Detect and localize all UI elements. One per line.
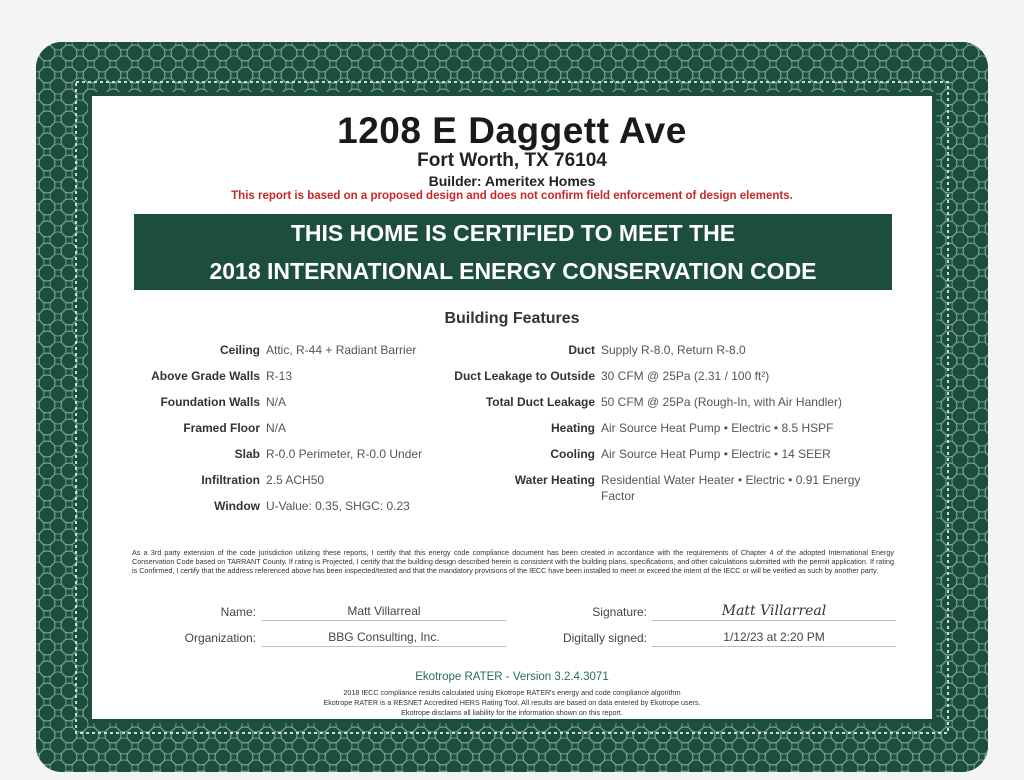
digitally-signed-value: 1/12/23 at 2:20 PM <box>652 628 896 647</box>
certificate <box>36 42 988 772</box>
feature-label: Total Duct Leakage <box>485 395 595 409</box>
builder-name: Builder: Ameritex Homes <box>428 173 596 189</box>
feature-label: Water Heating <box>514 473 595 487</box>
organization-label: Organization: <box>184 631 256 645</box>
organization-value: BBG Consulting, Inc. <box>262 628 506 647</box>
signature-value: Matt Villarreal <box>652 602 896 621</box>
feature-label: Foundation Walls <box>160 395 260 409</box>
banner-line-1: THIS HOME IS CERTIFIED TO MEET THE <box>290 220 736 246</box>
feature-duct <box>92 343 595 359</box>
feature-value: 2.5 ACH50 <box>266 473 325 487</box>
name-row <box>92 602 932 626</box>
feature-label: Infiltration <box>201 473 260 487</box>
feature-label: Slab <box>234 447 260 461</box>
feature-duct-leakage-outside <box>92 369 595 385</box>
name-value: Matt Villarreal <box>262 602 506 621</box>
feature-label: Ceiling <box>219 343 260 357</box>
feature-label: Above Grade Walls <box>151 369 260 383</box>
design-disclaimer: This report is based on a proposed design and does not confirm field enforcement of design elements. <box>231 190 793 202</box>
feature-value: U-Value: 0.35, SHGC: 0.23 <box>266 499 410 513</box>
feature-label: Duct <box>568 343 595 357</box>
feature-value: 30 CFM @ 25Pa (2.31 / 100 ft²) <box>601 369 770 383</box>
banner-line-2: 2018 INTERNATIONAL ENERGY CONSERVATION CODE <box>209 258 817 284</box>
organization-row <box>92 628 932 652</box>
signature-label: Signature: <box>592 605 647 619</box>
feature-value: R-0.0 Perimeter, R-0.0 Under <box>266 447 423 461</box>
certificate-body <box>92 96 932 719</box>
feature-value: R-13 <box>266 369 293 383</box>
digitally-signed-label: Digitally signed: <box>562 631 647 645</box>
rater-note-1: 2018 IECC compliance results calculated using Ekotrope RATER's energy and code compliance algorithm <box>343 688 681 697</box>
feature-value: N/A <box>266 421 287 435</box>
certification-banner <box>134 214 892 290</box>
feature-water-heating <box>92 473 595 489</box>
feature-total-duct-leakage <box>92 395 595 411</box>
feature-value: Air Source Heat Pump • Electric • 14 SEER <box>601 447 831 461</box>
feature-value: Factor <box>601 489 636 503</box>
building-features-title: Building Features <box>444 310 580 327</box>
feature-cooling <box>92 447 595 463</box>
rater-version: Ekotrope RATER - Version 3.2.4.3071 <box>415 671 609 683</box>
feature-value: Supply R-8.0, Return R-8.0 <box>601 343 746 357</box>
feature-value: Air Source Heat Pump • Electric • 8.5 HSPF <box>601 421 834 435</box>
home-address: 1208 E Daggett Ave <box>337 110 687 151</box>
feature-value: N/A <box>266 395 287 409</box>
feature-label: Framed Floor <box>183 421 260 435</box>
feature-label: Window <box>214 499 260 513</box>
feature-label: Duct Leakage to Outside <box>454 369 595 383</box>
rater-note-3: Ekotrope disclaims all liability for the information shown on this report. <box>401 708 623 717</box>
feature-label: Heating <box>550 421 595 435</box>
feature-value: 50 CFM @ 25Pa (Rough-In, with Air Handler) <box>601 395 842 409</box>
feature-value: Attic, R-44 + Radiant Barrier <box>266 343 417 357</box>
certification-statement: As a 3rd party extension of the code jurisdiction utilizing these reports, I certify that this energy code compliance document has been created in accordance with the requirements of Chapter 4 of the adopted International Energy Conservation Code based on TARRANT County. If rating is Projected, I certify that the building design described herein is consistent with the building plans, specifications, and other calculations submitted with the permit application. If rating is Confirmed, I certify that the address referenced above has been inspected/tested and that the mandatory provisions of the IECC have been installed to meet or exceed the intent of the IECC or will be verified as such by another party. <box>132 548 894 575</box>
feature-value: Residential Water Heater • Electric • 0.91 Energy <box>601 473 861 487</box>
city-state-zip: Fort Worth, TX 76104 <box>417 150 607 171</box>
feature-window <box>92 499 260 515</box>
feature-heating <box>92 421 595 437</box>
feature-label: Cooling <box>550 447 595 461</box>
name-label: Name: <box>220 605 256 619</box>
rater-note-2: Ekotrope RATER is a RESNET Accredited HERS Rating Tool. All results are based on data entered by Ekotrope users. <box>323 698 701 707</box>
